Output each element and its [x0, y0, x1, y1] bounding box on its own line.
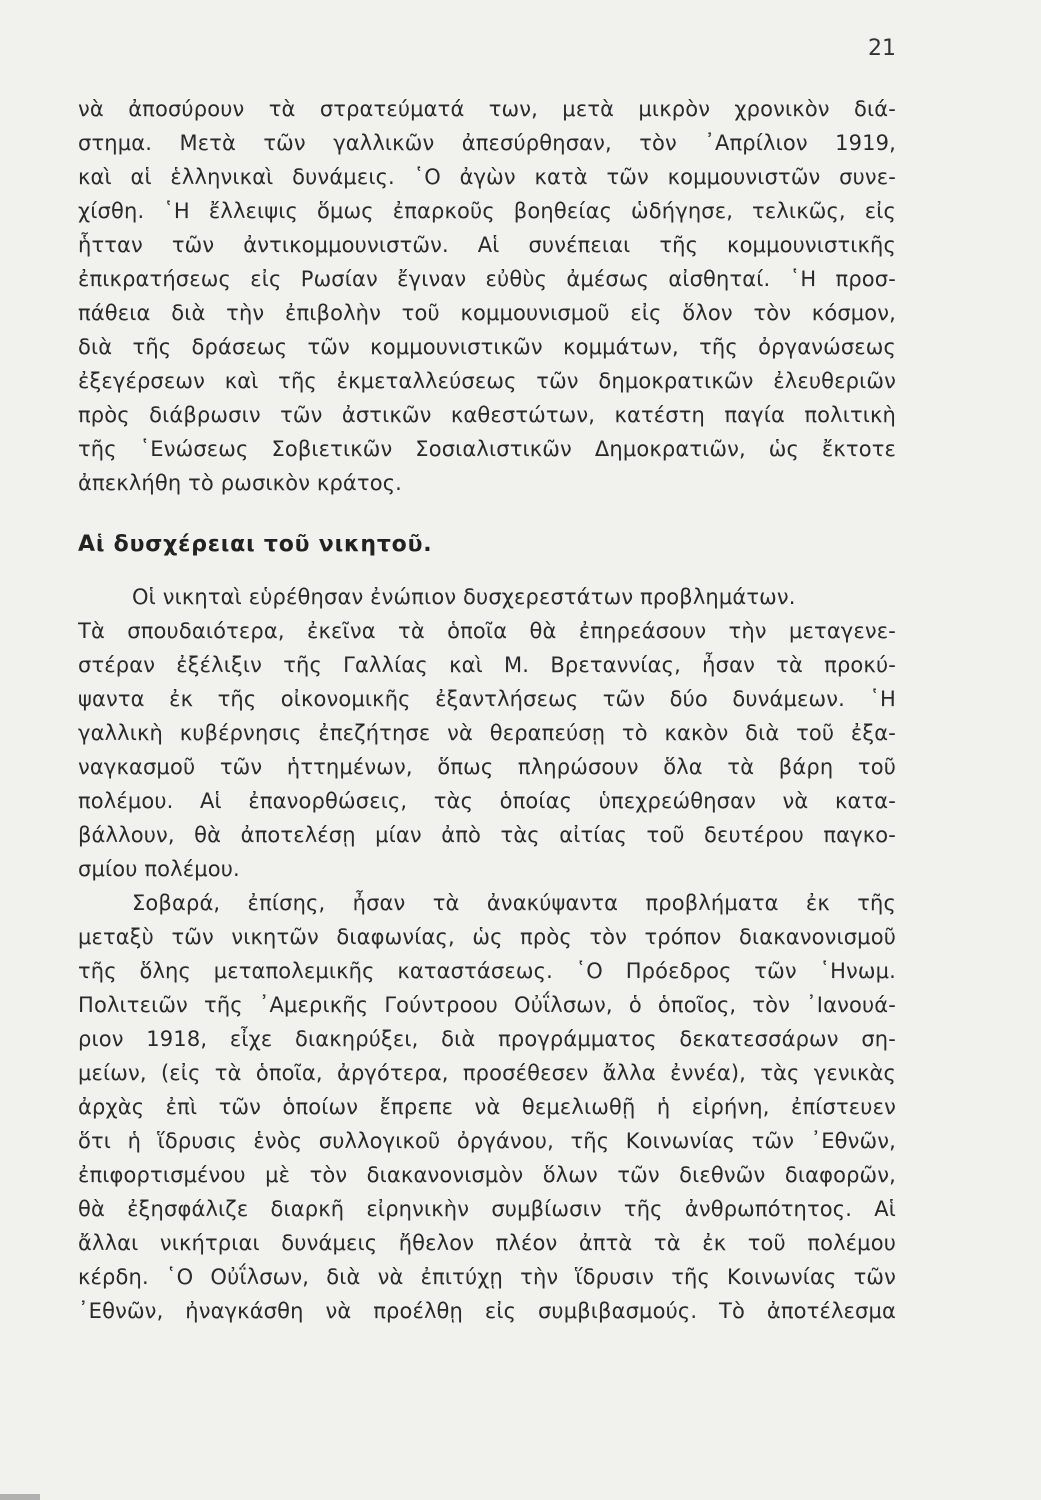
text-line: ἧτταν τῶν ἀντικομμουνιστῶν. Αἱ συνέπειαι τῆς κομμουνιστικῆς — [78, 233, 896, 257]
text-line: ναγκασμοῦ τῶν ἡττημένων, ὅπως πληρώσουν ὅλα τὰ βάρη τοῦ — [78, 755, 896, 779]
text-line: νὰ ἀποσύρουν τὰ στρατεύματά των, μετὰ μικρὸν χρονικὸν διά- — [78, 97, 896, 121]
text-line: Σοβαρά, ἐπίσης, ἦσαν τὰ ἀνακύψαντα προβλήματα ἐκ τῆς — [132, 891, 896, 915]
scan-edge-mark — [0, 1494, 40, 1500]
text-line: θὰ ἐξησφάλιζε διαρκῆ εἰρηνικὴν συμβίωσιν τῆς ἀνθρωπότητος. Αἱ — [78, 1197, 896, 1221]
text-line: ψαντα ἐκ τῆς οἰκονομικῆς ἐξαντλήσεως τῶν δύο δυνάμεων. ῾Η — [78, 687, 896, 711]
text-line: πολέμου. Αἱ ἐπανορθώσεις, τὰς ὁποίας ὑπεχρεώθησαν νὰ κατα- — [78, 789, 896, 813]
text-line: στημα. Μετὰ τῶν γαλλικῶν ἀπεσύρθησαν, τὸν ᾿Απρίλιον 1919, — [78, 131, 896, 155]
text-line: βάλλουν, θὰ ἀποτελέσῃ μίαν ἀπὸ τὰς αἰτίας τοῦ δευτέρου παγκο- — [78, 823, 896, 847]
text-line: ᾿Εθνῶν, ἠναγκάσθη νὰ προέλθῃ εἰς συμβιβασμούς. Τὸ ἀποτέλεσμα — [78, 1299, 896, 1323]
text-line: Τὰ σπουδαιότερα, ἐκεῖνα τὰ ὁποῖα θὰ ἐπηρεάσουν τὴν μεταγενε- — [78, 619, 896, 643]
page-number: 21 — [868, 36, 896, 61]
text-line: καὶ αἱ ἑλληνικαὶ δυνάμεις. ῾Ο ἀγὼν κατὰ τῶν κομμουνιστῶν συνε- — [78, 165, 896, 189]
text-line: τῆς ῾Ενώσεως Σοβιετικῶν Σοσιαλιστικῶν Δημοκρατιῶν, ὡς ἔκτοτε — [78, 437, 896, 461]
text-line: διὰ τῆς δράσεως τῶν κομμουνιστικῶν κομμάτων, τῆς ὀργανώσεως — [78, 335, 896, 359]
text-line: τῆς ὅλης μεταπολεμικῆς καταστάσεως. ῾Ο Πρόεδρος τῶν ῾Ηνωμ. — [78, 959, 896, 983]
text-line: πρὸς διάβρωσιν τῶν ἀστικῶν καθεστώτων, κατέστη παγία πολιτικὴ — [78, 403, 896, 427]
text-line: γαλλικὴ κυβέρνησις ἐπεζήτησε νὰ θεραπεύσῃ τὸ κακὸν διὰ τοῦ ἐξα- — [78, 721, 896, 745]
text-line: ἀπεκλήθη τὸ ρωσικὸν κράτος. — [78, 471, 403, 495]
text-line: ριον 1918, εἶχε διακηρύξει, διὰ προγράμματος δεκατεσσάρων ση- — [78, 1027, 896, 1051]
text-line: ἄλλαι νικήτριαι δυνάμεις ἤθελον πλέον ἀπτὰ τὰ ἐκ τοῦ πολέμου — [78, 1231, 896, 1255]
section-heading: Αἱ δυσχέρειαι τοῦ νικητοῦ. — [78, 532, 433, 557]
text-line: σμίου πολέμου. — [78, 857, 240, 881]
text-line: ὅτι ἡ ἵδρυσις ἑνὸς συλλογικοῦ ὀργάνου, τῆς Κοινωνίας τῶν ᾿Εθνῶν, — [78, 1129, 896, 1153]
text-line: ἐπικρατήσεως εἰς Ρωσίαν ἔγιναν εὐθὺς ἀμέσως αἰσθηταί. ῾Η προσ- — [78, 267, 896, 291]
text-line: στέραν ἐξέλιξιν τῆς Γαλλίας καὶ Μ. Βρεταννίας, ἦσαν τὰ προκύ- — [78, 653, 896, 677]
text-line: ἐξεγέρσεων καὶ τῆς ἐκμεταλλεύσεως τῶν δημοκρατικῶν ἐλευθεριῶν — [78, 369, 896, 393]
text-line: Πολιτειῶν τῆς ᾿Αμερικῆς Γούντροου Οὐΐλσων, ὁ ὁποῖος, τὸν ᾿Ιανουά- — [78, 993, 896, 1017]
text-line: μεταξὺ τῶν νικητῶν διαφωνίας, ὡς πρὸς τὸν τρόπον διακανονισμοῦ — [78, 925, 896, 949]
text-line: ἀρχὰς ἐπὶ τῶν ὁποίων ἔπρεπε νὰ θεμελιωθῇ ἡ εἰρήνη, ἐπίστευεν — [78, 1095, 896, 1119]
text-line: Οἱ νικηταὶ εὑρέθησαν ἐνώπιον δυσχερεστάτων προβλημάτων. — [132, 585, 796, 609]
text-line: πάθεια διὰ τὴν ἐπιβολὴν τοῦ κομμουνισμοῦ εἰς ὅλον τὸν κόσμον, — [78, 301, 896, 325]
text-line: μείων, (εἰς τὰ ὁποῖα, ἀργότερα, προσέθεσεν ἄλλα ἐννέα), τὰς γενικὰς — [78, 1061, 896, 1085]
text-line: κέρδη. ῾Ο Οὐΐλσων, διὰ νὰ ἐπιτύχῃ τὴν ἵδρυσιν τῆς Κοινωνίας τῶν — [78, 1265, 896, 1289]
text-line: ἐπιφορτισμένου μὲ τὸν διακανονισμὸν ὅλων τῶν διεθνῶν διαφορῶν, — [78, 1163, 896, 1187]
text-line: χίσθη. ῾Η ἔλλειψις ὅμως ἐπαρκοῦς βοηθείας ὡδήγησε, τελικῶς, εἰς — [78, 199, 896, 223]
